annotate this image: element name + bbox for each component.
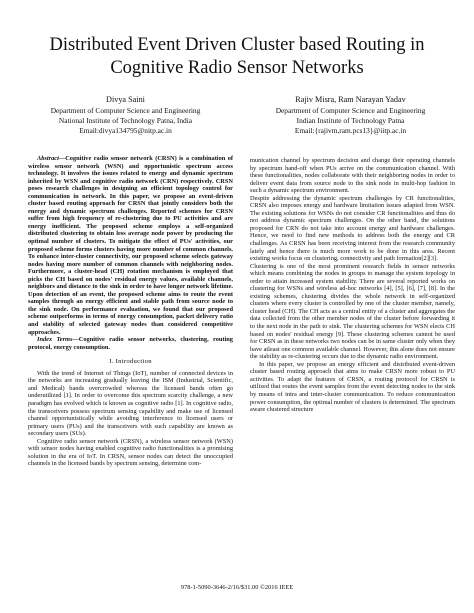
author-name: Divya Saini [106, 95, 145, 104]
author-institution: National Institute of Technology Patna, India [58, 116, 193, 125]
left-column [28, 155, 233, 468]
intro-paragraph: Cognitive radio sensor network (CRSN), a wireless sensor network (WSN) with sensor nodes having enabled cognitive radio functionalities is a promising solution in the era of IoT. In CRSN, sensor nodes can detect the unoccupied channels in the licensed bands by spectrum sensing, determine com- [28, 437, 233, 468]
body-paragraph: In this paper, we propose an energy efficient and distributed event-driven cluster based routing approach that aims to make CRSN more robust to PU activities. To adapt the features of CRSN, a routing protocol for CRSN is utilized that routes the event samples from the event detecting nodes to the sink by means of intra and inter-cluster communication. To reduce communication power consumption, the optimal number of clusters is determined. The spectrum aware clustered structure [250, 360, 455, 414]
index-terms-text: —Cognitive radio sensor networks, clustering, routing protocol, energy consumption. [28, 336, 233, 351]
author-name: Rajiv Misra, Ram Narayan Yadav [295, 95, 406, 104]
copyright-footer: 978-1-5090-3646-2/16/$31.00 ©2016 IEEE [180, 584, 294, 591]
section-heading: I. Introduction [109, 358, 152, 366]
author-institution: Indian Institute of Technology Patna [296, 116, 405, 125]
right-column [250, 157, 455, 414]
abstract-text: —Cognitive radio sensor network (CRSN) is a combination of wireless sensor network (WSN) and opportunistic spectrum access technology. It involves the issues related to energy and dynamic spectrum inherited by WSN and cognitive radio network (CRN) respectively. CRSN poses research challenges in designing an efficient topology control for communication in network. In this paper, we propose an event-driven cluster based routing approach for CRSN that jointly considers both the energy and dynamic spectrum challenges. Reported schemes for CRSN suffer from high frequency of re-clustering due to PU activities and are energy inefficient. The proposed scheme employs a self-organized distributed clustering to obtain less average node power by producing the optimal number of clusters. To mitigate the effect of PUs' activities, our proposed scheme forms clusters having more number of common channels. To enhance inter-cluster connectivity, our proposed scheme selects gateway nodes having more number of common channels with neighboring nodes. Furthermore, a cluster-head (CH) rotation mechanism is employed that picks the CH based on nodes' residual energy values, available channels, neighbors and distance to the sink in order to have longer network lifetime. Upon detection of an event, the proposed scheme aims to route the event samples through an energy efficient and stable path from source node to the sink node. On performance evaluation, we found that our proposed scheme outperforms in terms of energy consumption, packet delivery ratio and stability of selected gateway nodes than considered competitive approaches. [28, 155, 233, 336]
author-block-1 [28, 95, 223, 136]
body-paragraph: Clustering is one of the most prominent research fields in sensor networks which means combining the nodes in groups to manage the system topology in order to attain increased system stability. There are several reported works on clustering for WSNs and wireless ad-hoc networks [4], [5], [6], [7], [8]. In the existing schemes, clustering divides the whole network in self-organized clusters where every cluster is controlled by one of the cluster member, namely, cluster head (CH). The CH acts as a central entity of a cluster and aggregates the data collected from the other member nodes of the cluster before forwarding it to the next node in the path to sink. The clustering schemes for WSN elects CH based on nodes' residual energy [9]. These clustering schemes cannot be used for CRSN as in these networks two nodes can be in same cluster only when they have atleast one common available channel. However, this alone does not ensure the stability as re-clustering occurs due to the dynamic radio environment. [250, 262, 455, 361]
author-email: Email:divya134795@nitp.ac.in [79, 126, 172, 135]
body-paragraph: Despite addressing the dynamic spectrum challenges by CR functionalities, CRSN also imposes energy and hardware limitation issues adapted from WSN. The existing solutions for WSNs do not consider CR functionalities and thus do not address dynamic spectrum challenges. On the other hand, the solutions proposed for CRN do not take into account energy and hardware challenges. Hence, we need to find new methods to address both the energy and CR challenges. As CRSN has been receiving interest from the research community lately and hence there is much more work to be done in this area. Recent existing works focus on clustering, connectivity and path formation[2][3]. [250, 194, 455, 263]
index-terms-label: Index Terms [37, 336, 73, 344]
author-email: Email:{rajivm,ram.pcs13}@iitp.ac.in [294, 126, 407, 135]
author-block-2 [248, 95, 453, 136]
abstract-label: Abstract [37, 155, 59, 162]
author-department: Department of Computer Science and Engineering [275, 106, 426, 115]
intro-paragraph: With the trend of Internet of Things (IoT), number of connected devices in the networks are increasing gradually leaving the ISM (Industrial, Scientific, and Medical) bands overcrowded whereas the licensed bands often go underutilized [1]. In order to overcome this spectrum scarcity challenge, a new paradigm has evolved which is known as cognitive radio [1]. In cognitive radio, the transceivers possess spectrum sensing capability and make use of licensed channel opportunistically while avoiding interference to licensed users or primary users (PUs) and the transceivers with such capability are known as secondary users (SUs). [28, 369, 233, 438]
author-department: Department of Computer Science and Engineering [50, 106, 201, 115]
index-terms [28, 336, 233, 351]
paper-title: Distributed Event Driven Cluster based Routing in Cognitive Radio Sensor Networks [49, 35, 425, 78]
abstract [28, 155, 233, 336]
body-paragraph: munication channel by spectrum decision and change their operating channels by spectrum hand-off when PUs arrive on the communication channel. With these functionalities, nodes collaborate with their neighboring nodes in order to deliver event data from source node to the sink node in multi-hop fashion in such a dynamic spectrum environment. [250, 157, 455, 195]
